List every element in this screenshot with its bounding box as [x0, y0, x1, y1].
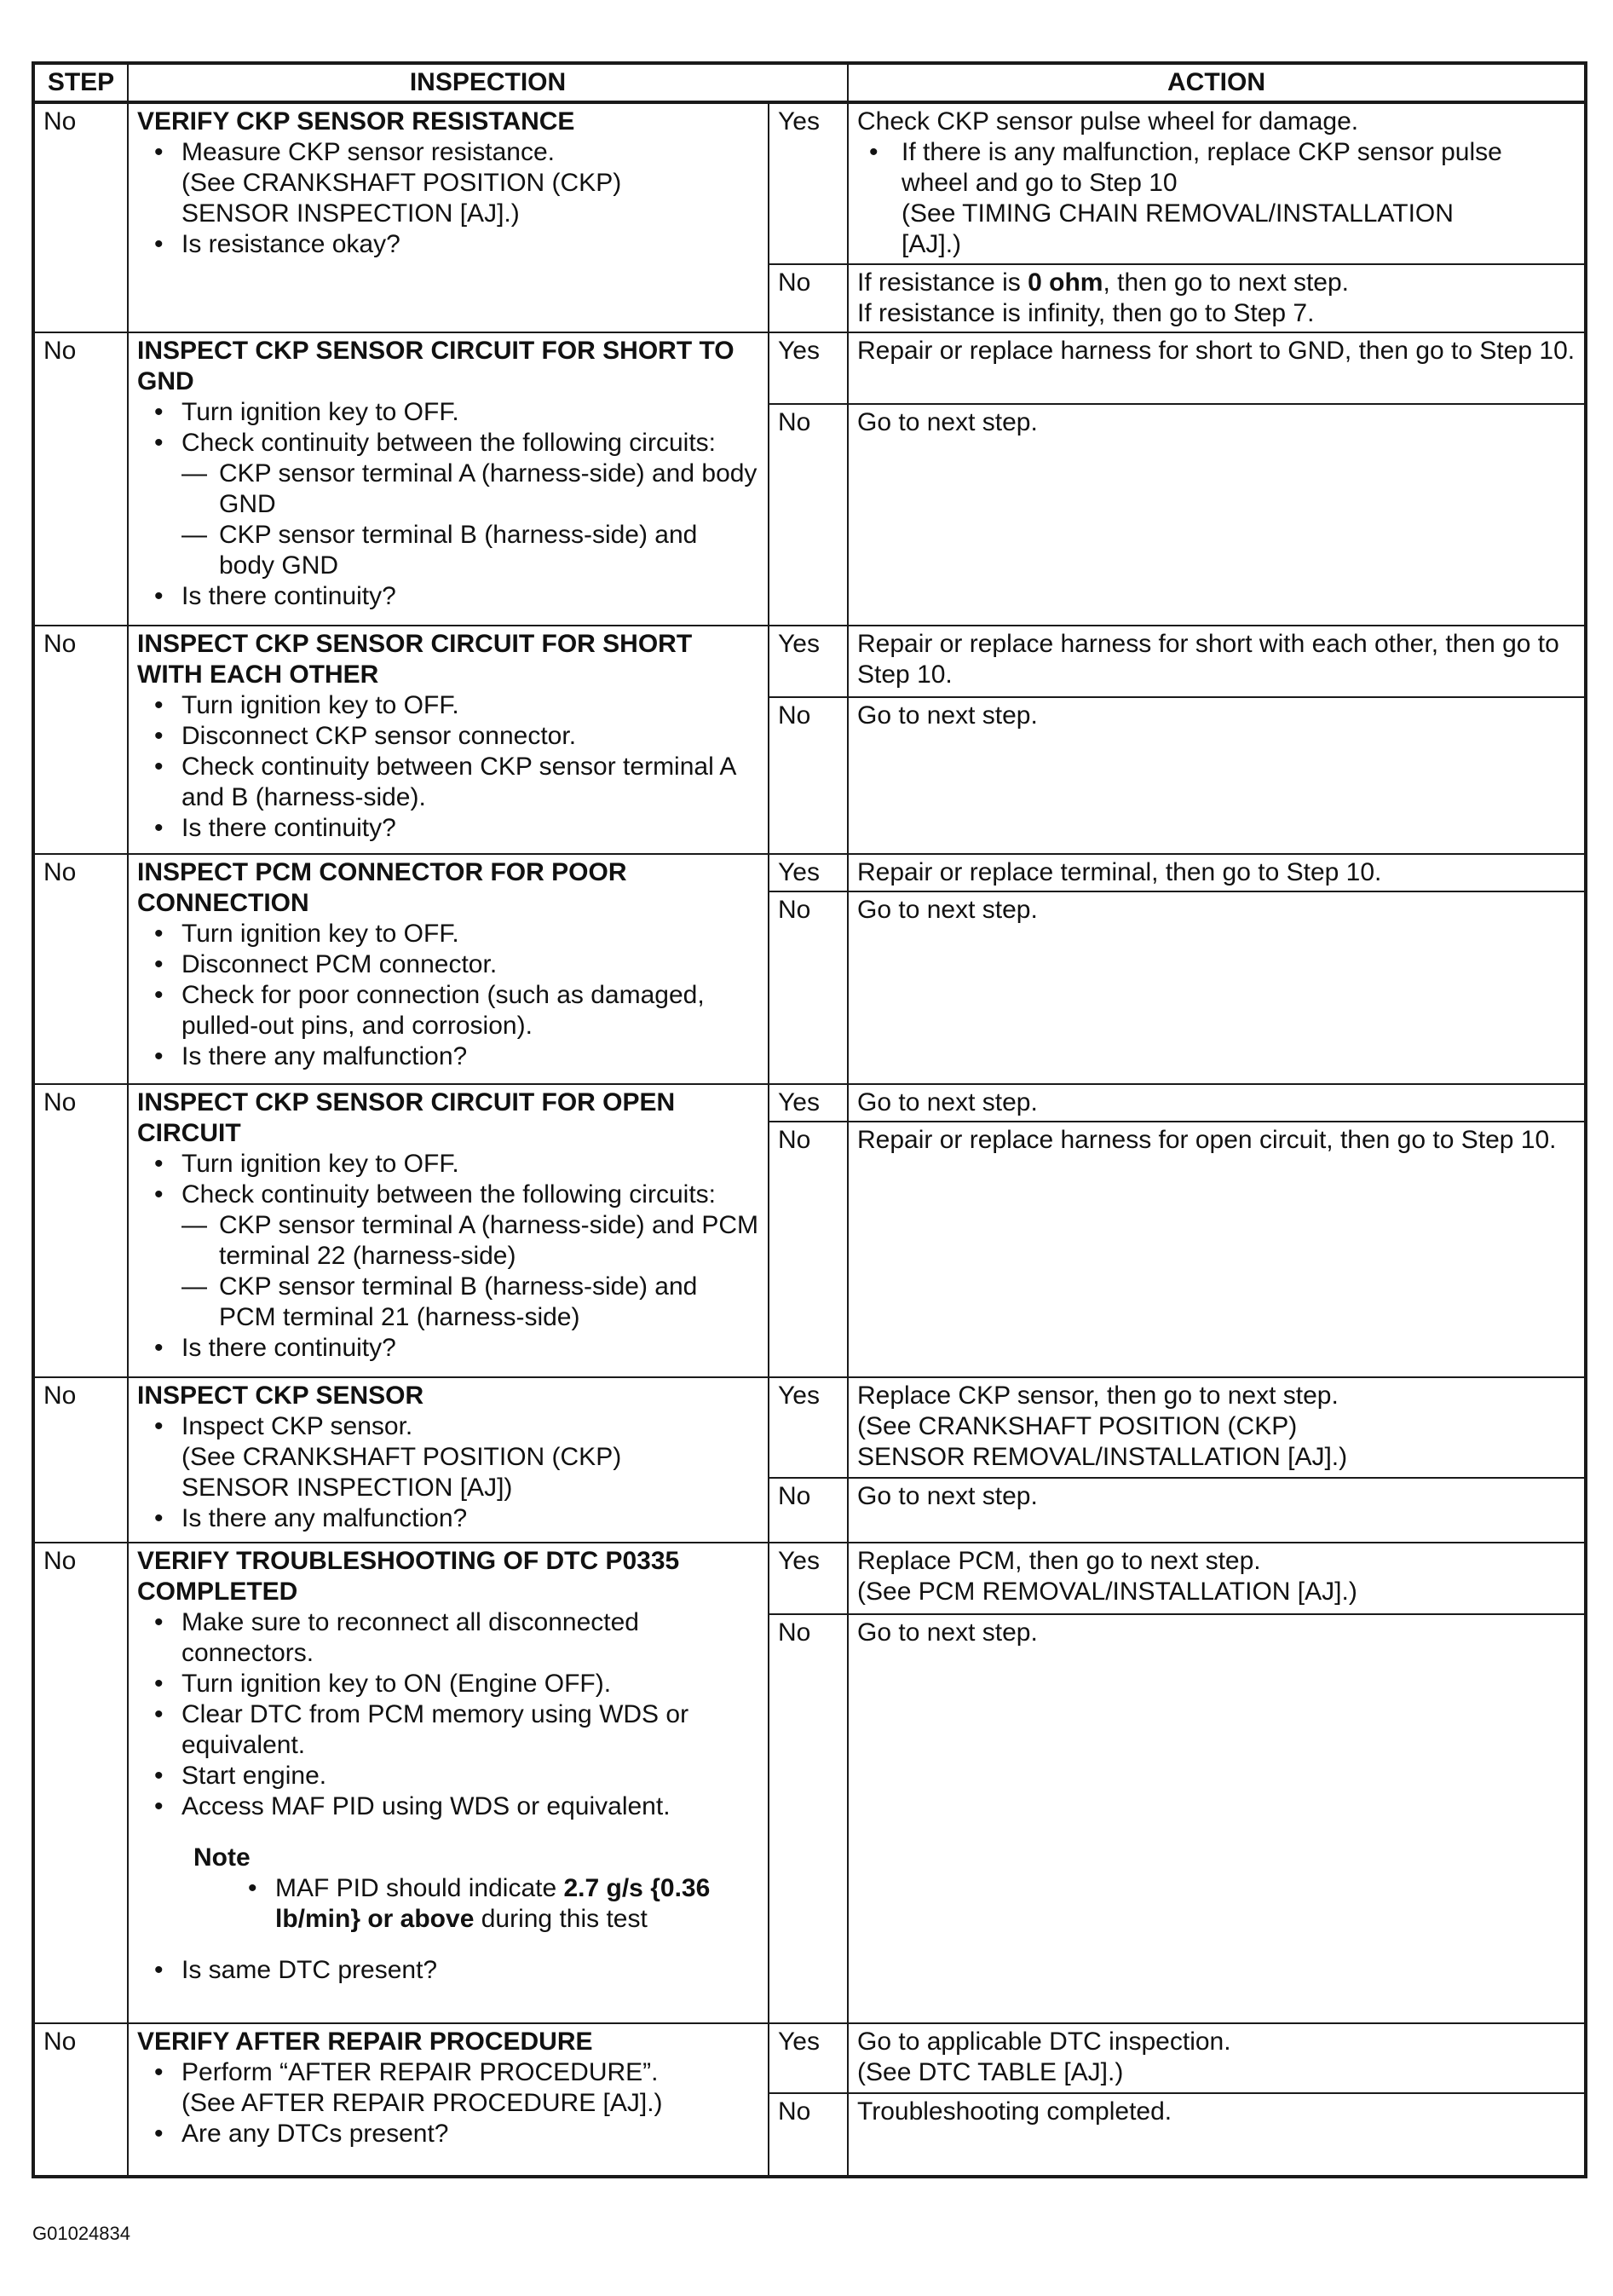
reference-text: (See CRANKSHAFT POSITION (CKP) — [181, 169, 622, 197]
step-5-yes-row — [33, 332, 1586, 404]
list-item: • Turn ignition key to OFF. — [137, 1149, 759, 1180]
action-list — [857, 137, 1576, 260]
no-label: No — [769, 404, 848, 626]
step-4-yes-row — [33, 102, 1586, 264]
step-title: INSPECT CKP SENSOR CIRCUIT FOR SHORT TO GND — [137, 337, 734, 395]
list-item: • Is resistance okay? — [137, 229, 759, 260]
sub-item: — CKP sensor terminal A (harness-side) and body GND — [137, 459, 759, 520]
yes-action: Repair or replace harness for short with each other, then go to Step 10. — [848, 626, 1586, 697]
list-item: • Is there any malfunction? — [137, 1503, 759, 1534]
reference-text: (See PCM REMOVAL/INSTALLATION [AJ].) — [857, 1578, 1357, 1606]
step-11-inspection — [128, 2023, 769, 2177]
no-label: No — [769, 1122, 848, 1377]
yes-label: Yes — [769, 1543, 848, 1614]
list-item — [137, 428, 759, 459]
no-action: Troubleshooting completed. — [848, 2093, 1586, 2177]
yes-label: Yes — [769, 1084, 848, 1122]
note-text: during this test — [474, 1905, 648, 1933]
list-item-text: Measure CKP sensor resistance. — [181, 138, 555, 166]
no-action: Go to next step. — [848, 1478, 1586, 1543]
reference-text: (See CRANKSHAFT POSITION (CKP) — [857, 1412, 1298, 1440]
yes-action — [848, 1543, 1586, 1614]
step-title: VERIFY AFTER REPAIR PROCEDURE — [137, 2028, 593, 2056]
list-item-text: Perform “AFTER REPAIR PROCEDURE”. — [181, 2058, 659, 2086]
reference-text: SENSOR REMOVAL/INSTALLATION [AJ].) — [857, 1443, 1348, 1471]
note-text: MAF PID should indicate — [275, 1874, 564, 1902]
action-text: , then go to next step. — [1103, 268, 1349, 297]
inspection-list — [137, 1607, 759, 1822]
no-action — [848, 264, 1586, 332]
list-item: • Turn ignition key to OFF. — [137, 919, 759, 949]
step-title: VERIFY CKP SENSOR RESISTANCE — [137, 107, 575, 136]
list-item: • Is there continuity? — [137, 813, 759, 844]
inspection-list — [137, 137, 759, 260]
reference-text: (See DTC TABLE [AJ].) — [857, 2058, 1124, 2086]
inspection-list — [137, 1411, 759, 1534]
action-text: Go to applicable DTC inspection. — [857, 2028, 1231, 2056]
step-4-inspection — [128, 102, 769, 332]
list-item: • Turn ignition key to OFF. — [137, 690, 759, 721]
step-6-yes-row — [33, 626, 1586, 697]
list-item: • Check continuity between CKP sensor terminal A and B (harness-side). — [137, 752, 759, 813]
step-number: No — [33, 2023, 128, 2177]
reference-text: (See TIMING CHAIN REMOVAL/INSTALLATION — [902, 199, 1454, 228]
header-inspection: INSPECTION — [128, 63, 848, 102]
list-item — [857, 137, 1576, 260]
step-11-yes-row — [33, 2023, 1586, 2093]
sub-item: — CKP sensor terminal B (harness-side) and body GND — [137, 520, 759, 581]
note-item — [193, 1873, 759, 1935]
step-number: No — [33, 1543, 128, 2023]
note-block — [137, 1843, 759, 1935]
step-number: No — [33, 854, 128, 1084]
list-item: • Is there any malfunction? — [137, 1041, 759, 1072]
no-action: Go to next step. — [848, 891, 1586, 1084]
sub-item: — CKP sensor terminal B (harness-side) and PCM terminal 21 (harness-side) — [137, 1272, 759, 1333]
list-item: • Is there continuity? — [137, 1333, 759, 1364]
list-item: • Check continuity between the following circuits: — [137, 1180, 759, 1210]
step-title: INSPECT CKP SENSOR CIRCUIT FOR OPEN CIRCUIT — [137, 1088, 676, 1147]
list-item: • Make sure to reconnect all disconnected connectors. — [137, 1607, 759, 1669]
inspection-list — [137, 690, 759, 844]
sub-item: — CKP sensor terminal A (harness-side) and PCM terminal 22 (harness-side) — [137, 1210, 759, 1272]
no-action: Go to next step. — [848, 1614, 1586, 2023]
no-label: No — [769, 697, 848, 854]
action-text: If resistance is infinity, then go to Step 7. — [857, 299, 1315, 327]
step-8-inspection — [128, 1084, 769, 1377]
no-label: No — [769, 2093, 848, 2177]
list-item: • Start engine. — [137, 1761, 759, 1791]
step-9-inspection — [128, 1377, 769, 1543]
header-action: ACTION — [848, 63, 1586, 102]
action-value: 0 ohm — [1028, 268, 1103, 297]
step-8-yes-row — [33, 1084, 1586, 1122]
step-10-inspection — [128, 1543, 769, 2023]
yes-action: Repair or replace harness for short to GND, then go to Step 10. — [848, 332, 1586, 404]
yes-action: Go to next step. — [848, 1084, 1586, 1122]
step-title: INSPECT CKP SENSOR — [137, 1382, 424, 1410]
reference-text: SENSOR INSPECTION [AJ]) — [181, 1474, 513, 1502]
step-number: No — [33, 1084, 128, 1377]
list-item-text: Inspect CKP sensor. — [181, 1412, 413, 1440]
step-6-inspection — [128, 626, 769, 854]
inspection-list — [137, 2057, 759, 2149]
inspection-list — [137, 1149, 759, 1210]
list-item: • Turn ignition key to OFF. — [137, 397, 759, 428]
no-label: No — [769, 891, 848, 1084]
yes-label: Yes — [769, 102, 848, 264]
step-title: INSPECT CKP SENSOR CIRCUIT FOR SHORT WITH EACH OTHER — [137, 630, 693, 689]
inspection-list — [137, 1955, 759, 1986]
reference-text: [AJ].) — [902, 230, 962, 258]
step-title: INSPECT PCM CONNECTOR FOR POOR CONNECTION — [137, 858, 627, 917]
inspection-list — [137, 919, 759, 1072]
inspection-list — [137, 397, 759, 459]
yes-action — [848, 2023, 1586, 2093]
action-text: Replace CKP sensor, then go to next step. — [857, 1382, 1339, 1410]
list-item: • Turn ignition key to ON (Engine OFF). — [137, 1669, 759, 1699]
list-item: • Is there continuity? — [137, 581, 759, 612]
list-item: • Disconnect CKP sensor connector. — [137, 721, 759, 752]
no-action: Repair or replace harness for open circuit, then go to Step 10. — [848, 1122, 1586, 1377]
action-text: If resistance is — [857, 268, 1028, 297]
yes-action — [848, 1377, 1586, 1478]
list-item: • Disconnect PCM connector. — [137, 949, 759, 980]
list-item: • Access MAF PID using WDS or equivalent. — [137, 1791, 759, 1822]
yes-action — [848, 102, 1586, 264]
yes-label: Yes — [769, 626, 848, 697]
step-9-yes-row — [33, 1377, 1586, 1478]
list-item: • Are any DTCs present? — [137, 2119, 759, 2149]
list-item: • Is same DTC present? — [137, 1955, 759, 1986]
yes-label: Yes — [769, 2023, 848, 2093]
troubleshooting-table — [32, 61, 1587, 2178]
list-item-text: Check continuity between the following circuits: — [181, 429, 716, 457]
yes-action: Repair or replace terminal, then go to Step 10. — [848, 854, 1586, 891]
note-title: Note — [193, 1843, 251, 1872]
action-text: Replace PCM, then go to next step. — [857, 1547, 1261, 1575]
list-item: • Clear DTC from PCM memory using WDS or equivalent. — [137, 1699, 759, 1761]
inspection-list — [137, 581, 759, 612]
step-7-yes-row — [33, 854, 1586, 891]
action-text: If there is any malfunction, replace CKP sensor pulse wheel and go to Step 10 — [902, 138, 1502, 197]
figure-id: G01024834 — [32, 2223, 130, 2244]
reference-text: (See CRANKSHAFT POSITION (CKP) — [181, 1443, 622, 1471]
list-item — [137, 2057, 759, 2119]
no-label: No — [769, 1478, 848, 1543]
no-label: No — [769, 264, 848, 332]
step-title: VERIFY TROUBLESHOOTING OF DTC P0335 COMPLETED — [137, 1547, 680, 1606]
inspection-list — [137, 1333, 759, 1364]
note-value: 2.7 g/s {0.36 lb/min} or above — [275, 1874, 711, 1933]
no-action: Go to next step. — [848, 404, 1586, 626]
action-text: Check CKP sensor pulse wheel for damage. — [857, 107, 1359, 136]
step-5-inspection — [128, 332, 769, 626]
header-step: STEP — [33, 63, 128, 102]
reference-text: SENSOR INSPECTION [AJ].) — [181, 199, 520, 228]
yes-label: Yes — [769, 332, 848, 404]
step-10-yes-row — [33, 1543, 1586, 1614]
step-number: No — [33, 332, 128, 626]
list-item — [137, 137, 759, 229]
step-number: No — [33, 1377, 128, 1543]
yes-label: Yes — [769, 1377, 848, 1478]
yes-label: Yes — [769, 854, 848, 891]
list-item: • Check for poor connection (such as damaged, pulled-out pins, and corrosion). — [137, 980, 759, 1041]
no-label: No — [769, 1614, 848, 2023]
reference-text: (See AFTER REPAIR PROCEDURE [AJ].) — [181, 2089, 663, 2117]
step-7-inspection — [128, 854, 769, 1084]
no-action: Go to next step. — [848, 697, 1586, 854]
list-item — [137, 1411, 759, 1503]
step-number: No — [33, 626, 128, 854]
header-row — [33, 63, 1586, 102]
step-number: No — [33, 102, 128, 332]
